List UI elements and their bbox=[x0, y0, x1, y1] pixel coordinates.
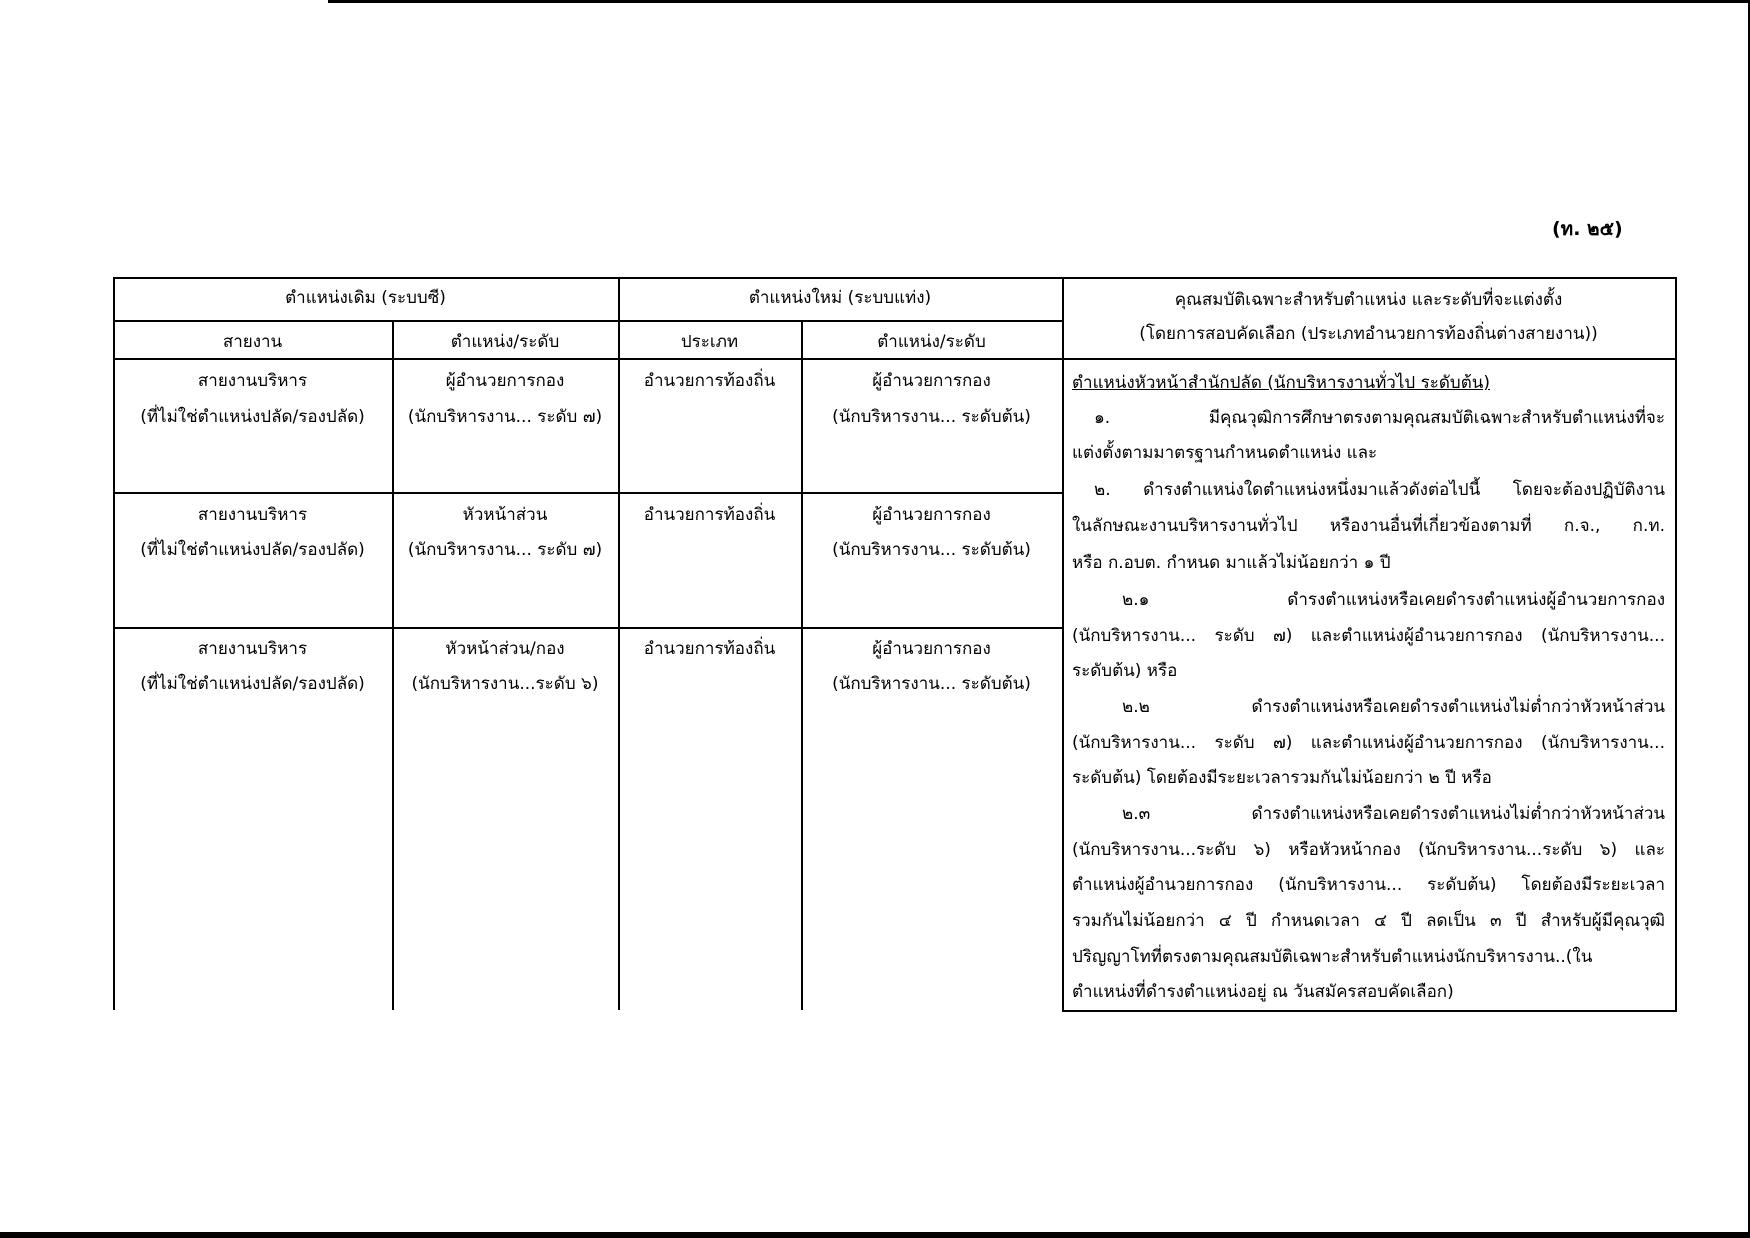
table-border-right bbox=[1675, 277, 1677, 1012]
row1-old-position: ผู้อำนวยการกอง bbox=[445, 371, 565, 391]
page-reference: (ท. ๒๕) bbox=[1552, 218, 1623, 240]
qualification-line: ๒. ดำรงตำแหน่งใดตำแหน่งหนึ่งมาแล้วดังต่อไปนี้ โดยจะต้องปฏิบัติงาน bbox=[1094, 480, 1665, 500]
header-col-new-position: ตำแหน่ง/ระดับ bbox=[877, 332, 986, 352]
header-col-old-position: ตำแหน่ง/ระดับ bbox=[450, 332, 560, 352]
row2-new-level: (นักบริหารงาน... ระดับต้น) bbox=[832, 540, 1031, 560]
qualification-line: (นักบริหารงาน...ระดับ ๖) หรือหัวหน้ากอง (นักบริหารงาน...ระดับ ๖) และ bbox=[1072, 840, 1665, 860]
scan-edge-bottom bbox=[0, 1232, 1750, 1238]
row2-old-position: หัวหน้าส่วน bbox=[462, 505, 548, 525]
row1-line-note: (ที่ไม่ใช่ตำแหน่งปลัด/รองปลัด) bbox=[140, 407, 365, 427]
qualification-line: ๒.๑ ดำรงตำแหน่งหรือเคยดำรงตำแหน่งผู้อำนวยการกอง bbox=[1122, 590, 1665, 610]
row1-line-name: สายงานบริหาร bbox=[197, 371, 308, 391]
header-new-group: ตำแหน่งใหม่ (ระบบแท่ง) bbox=[748, 288, 932, 308]
row2-new-position: ผู้อำนวยการกอง bbox=[872, 505, 991, 525]
row3-new-position: ผู้อำนวยการกอง bbox=[872, 639, 991, 659]
qualification-line: ตำแหน่งที่ดำรงตำแหน่งอยู่ ณ วันสมัครสอบคัดเลือก) bbox=[1072, 982, 1454, 1002]
row3-old-level: (นักบริหารงาน...ระดับ ๖) bbox=[411, 674, 599, 694]
qualification-line: รวมกันไม่น้อยกว่า ๔ ปี กำหนดเวลา ๔ ปี ลดเป็น ๓ ปี สำหรับผู้มีคุณวุฒิ bbox=[1072, 911, 1665, 931]
row-divider-2 bbox=[113, 627, 1062, 629]
qualification-line: ปริญญาโทที่ตรงตามคุณสมบัติเฉพาะสำหรับตำแหน่งนักบริหารงาน..(ใน bbox=[1072, 947, 1593, 967]
row2-type: อำนวยการท้องถิ่น bbox=[643, 505, 776, 525]
qualification-line: ๒.๓ ดำรงตำแหน่งหรือเคยดำรงตำแหน่งไม่ต่ำกว่าหัวหน้าส่วน bbox=[1122, 804, 1665, 824]
qualification-line: แต่งตั้งตามมาตรฐานกำหนดตำแหน่ง และ bbox=[1072, 443, 1378, 463]
row-divider-1 bbox=[113, 492, 1062, 494]
row2-line-name: สายงานบริหาร bbox=[197, 505, 308, 525]
row3-new-level: (นักบริหารงาน... ระดับต้น) bbox=[832, 674, 1031, 694]
row1-new-position: ผู้อำนวยการกอง bbox=[872, 371, 991, 391]
header-qualification-title: คุณสมบัติเฉพาะสำหรับตำแหน่ง และระดับที่จะแต่งตั้ง bbox=[1174, 290, 1563, 310]
header-qualification-subtitle: (โดยการสอบคัดเลือก (ประเภทอำนวยการท้องถิ่นต่างสายงาน)) bbox=[1139, 324, 1598, 344]
row3-type: อำนวยการท้องถิ่น bbox=[643, 639, 776, 659]
qualification-line: ตำแหน่งผู้อำนวยการกอง (นักบริหารงาน... ระดับต้น) โดยต้องมีระยะเวลา bbox=[1072, 875, 1665, 895]
header-old-group: ตำแหน่งเดิม (ระบบซี) bbox=[285, 288, 446, 308]
header-col-type: ประเภท bbox=[680, 332, 739, 352]
row1-type: อำนวยการท้องถิ่น bbox=[643, 371, 776, 391]
row1-old-level: (นักบริหารงาน... ระดับ ๗) bbox=[407, 407, 603, 427]
qualification-line: หรือ ก.อบต. กำหนด มาแล้วไม่น้อยกว่า ๑ ปี bbox=[1072, 553, 1391, 573]
col-divider-4 bbox=[1062, 277, 1064, 1010]
qualification-line: ๒.๒ ดำรงตำแหน่งหรือเคยดำรงตำแหน่งไม่ต่ำกว่าหัวหน้าส่วน bbox=[1122, 697, 1665, 717]
qualification-line: ระดับต้น) โดยต้องมีระยะเวลารวมกันไม่น้อยกว่า ๒ ปี หรือ bbox=[1072, 768, 1492, 788]
row3-line-note: (ที่ไม่ใช่ตำแหน่งปลัด/รองปลัด) bbox=[140, 674, 365, 694]
table-border-top bbox=[113, 277, 1677, 279]
row2-old-level: (นักบริหารงาน... ระดับ ๗) bbox=[407, 540, 603, 560]
qualification-line: ระดับต้น) หรือ bbox=[1072, 661, 1178, 681]
qualification-line: (นักบริหารงาน... ระดับ ๗) และตำแหน่งผู้อำนวยการกอง (นักบริหารงาน... bbox=[1072, 733, 1665, 753]
qualification-title: ตำแหน่งหัวหน้าสำนักปลัด (นักบริหารงานทั่วไป ระดับต้น) bbox=[1072, 373, 1490, 393]
header-divider-left bbox=[113, 320, 1062, 322]
row3-old-position: หัวหน้าส่วน/กอง bbox=[445, 639, 565, 659]
qualification-line: (นักบริหารงาน... ระดับ ๗) และตำแหน่งผู้อำนวยการกอง (นักบริหารงาน... bbox=[1072, 626, 1665, 646]
header-col-line: สายงาน bbox=[222, 332, 283, 352]
header-bottom-line bbox=[113, 358, 1677, 360]
row3-line-name: สายงานบริหาร bbox=[197, 639, 308, 659]
table-border-bottom bbox=[1062, 1010, 1677, 1012]
row2-line-note: (ที่ไม่ใช่ตำแหน่งปลัด/รองปลัด) bbox=[140, 540, 365, 560]
qualification-line: ในลักษณะงานบริหารงานทั่วไป หรืองานอื่นที่เกี่ยวข้องตามที่ ก.จ., ก.ท. bbox=[1072, 516, 1665, 536]
qualification-line: ๑. มีคุณวุฒิการศึกษาตรงตามคุณสมบัติเฉพาะสำหรับตำแหน่งที่จะ bbox=[1094, 408, 1665, 428]
scan-edge-top bbox=[328, 0, 1750, 3]
row1-new-level: (นักบริหารงาน... ระดับต้น) bbox=[832, 407, 1031, 427]
